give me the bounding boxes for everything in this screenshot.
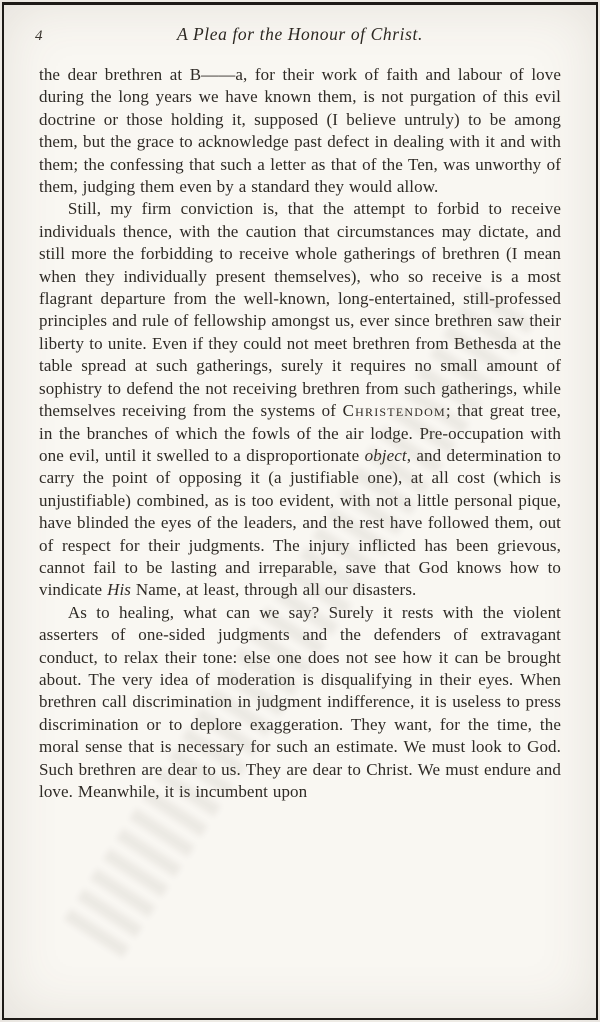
- paragraph: [39, 198, 561, 601]
- running-title: A Plea for the Honour of Christ.: [177, 24, 423, 44]
- text-run: As to healing, what can we say? Surely it rests with the violent asserters of one-sided judgments and the defenders of extravagant conduct, to relax their tone: else one does not see how it can be brought about. The very idea of moderation is disqualifying in their eyes. When brethren call discrimination in judgment indifference, it is useless to press discrimination or to deplore exaggeration. They want, for the time, the moral sense that is necessary for such an estimate. We must look to God. Such brethren are dear to us. They are dear to Christ. We must endure and love. Meanwhile, it is incumbent upon: [39, 602, 561, 801]
- paragraph: [39, 64, 561, 198]
- text-run: Name, at least, through all our disasters.: [130, 580, 417, 600]
- page-header: [35, 24, 561, 50]
- paragraph: [39, 602, 561, 804]
- page-number: 4: [35, 28, 43, 44]
- text-run: , and determination to carry the point of opposing it (a justifiable one), at all cost (which is unjustifiable) combined, as is too evident, with not a little personal pique, have blinded the eyes of the leaders, and the rest have followed them, out of respect for their judgments. The injury inflicted has been grievous, cannot fail to be lasting and irreparable, save that God knows how to vindicate: [39, 445, 561, 600]
- text-run: ; that great tree, in the branches of which the fowls of the air lodge. Pre-occupation with one evil, until it swelled to a disproportionate: [39, 401, 561, 465]
- text-run-smallcaps: Christendom: [342, 401, 446, 421]
- text-run-italic: His: [107, 580, 131, 600]
- text-run: the dear brethren at B——a, for their work of faith and labour of love during the long years we have known them, is not purgation of this evil doctrine or those holding it, supposed (I believe untruly) to be among them, but the grace to acknowledge past defect in dealing with it and with them; the confessing that such a letter as that of the Ten, was unworthy of them, judging them even by a standard they would allow.: [39, 65, 561, 197]
- text-run: Still, my firm conviction is, that the attempt to forbid to receive individuals thence, with the caution that circumstances may dictate, and still more the forbidding to receive whole gatherings of brethren (I mean when they individually present themselves), who so receive is a most flagrant departure from the well-known, long-entertained, still-professed principles and rule of fellowship amongst us, ever since brethren saw their liberty to unite. Even if they could not meet brethren from Bethesda at the table spread at such gatherings, surely it requires no small amount of sophistry to defend the not receiving brethren from such gatherings, while themselves receiving from the systems of: [39, 199, 561, 421]
- text-run-italic: object: [364, 445, 407, 465]
- page-body: [39, 64, 561, 803]
